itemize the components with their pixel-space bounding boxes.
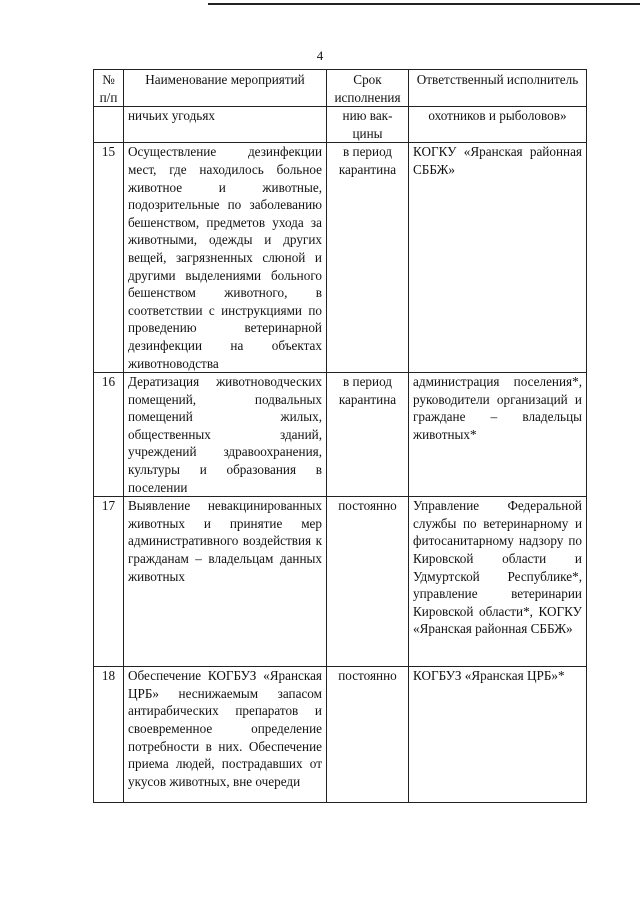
row-num: 17 [94, 497, 124, 667]
row-resp: КОГБУЗ «Яранская ЦРБ»* [409, 667, 587, 803]
continuation-date: нию вак-цины [327, 107, 409, 143]
continuation-row [94, 107, 587, 143]
row-date: в период карантина [327, 373, 409, 497]
row-date: в период карантина [327, 143, 409, 373]
row-resp: Управление Федеральной службы по ветеринарному и фитосанитарному надзору по Кировской области и Удмуртской Республике*, управление ветеринарии Кировской области*, КОГКУ «Яранская районная СББЖ» [409, 497, 587, 667]
continuation-num [94, 107, 124, 143]
header-num: № п/п [94, 70, 124, 107]
continuation-resp: охотников и рыболовов» [409, 107, 587, 143]
row-num: 15 [94, 143, 124, 373]
top-rule [208, 3, 640, 5]
row-name: Дератизация животноводческих помещений, подвальных помещений жилых, общественных зданий, учреждений здравоохранения, культуры и образования в поселении [124, 373, 327, 497]
table-row [94, 143, 587, 373]
row-num: 18 [94, 667, 124, 803]
header-resp: Ответственный исполнитель [409, 70, 587, 107]
row-name: Выявление невакцинированных животных и принятие мер административного воздействия к гражданам – владельцам данных животных [124, 497, 327, 667]
continuation-name: ничьих угодьях [124, 107, 327, 143]
table-row [94, 667, 587, 803]
header-date: Срок исполнения [327, 70, 409, 107]
row-name: Осуществление дезинфекции мест, где находилось больное животное и животные, подозрительные по заболеванию бешенством, предметов ухода за животными, одежды и других вещей, загрязненных слюной и другими выделениями больного бешенством животного, в соответствии с инструкциями по проведению ветеринарной дезинфекции на объектах животноводства [124, 143, 327, 373]
header-name: Наименование мероприятий [124, 70, 327, 107]
row-name: Обеспечение КОГБУЗ «Яранская ЦРБ» неснижаемым запасом антирабических препаратов и своевременное определение потребности в них. Обеспечение приема людей, пострадавших от укусов животных, вне очереди [124, 667, 327, 803]
table-row [94, 497, 587, 667]
row-resp: КОГКУ «Яранская районная СББЖ» [409, 143, 587, 373]
row-num: 16 [94, 373, 124, 497]
table-row [94, 373, 587, 497]
row-resp: администрация поселения*, руководители организаций и граждане – владельцы животных* [409, 373, 587, 497]
page-number: 4 [316, 48, 324, 63]
table-header-row [94, 70, 587, 107]
row-date: постоянно [327, 497, 409, 667]
row-date: постоянно [327, 667, 409, 803]
measures-table [93, 69, 587, 803]
